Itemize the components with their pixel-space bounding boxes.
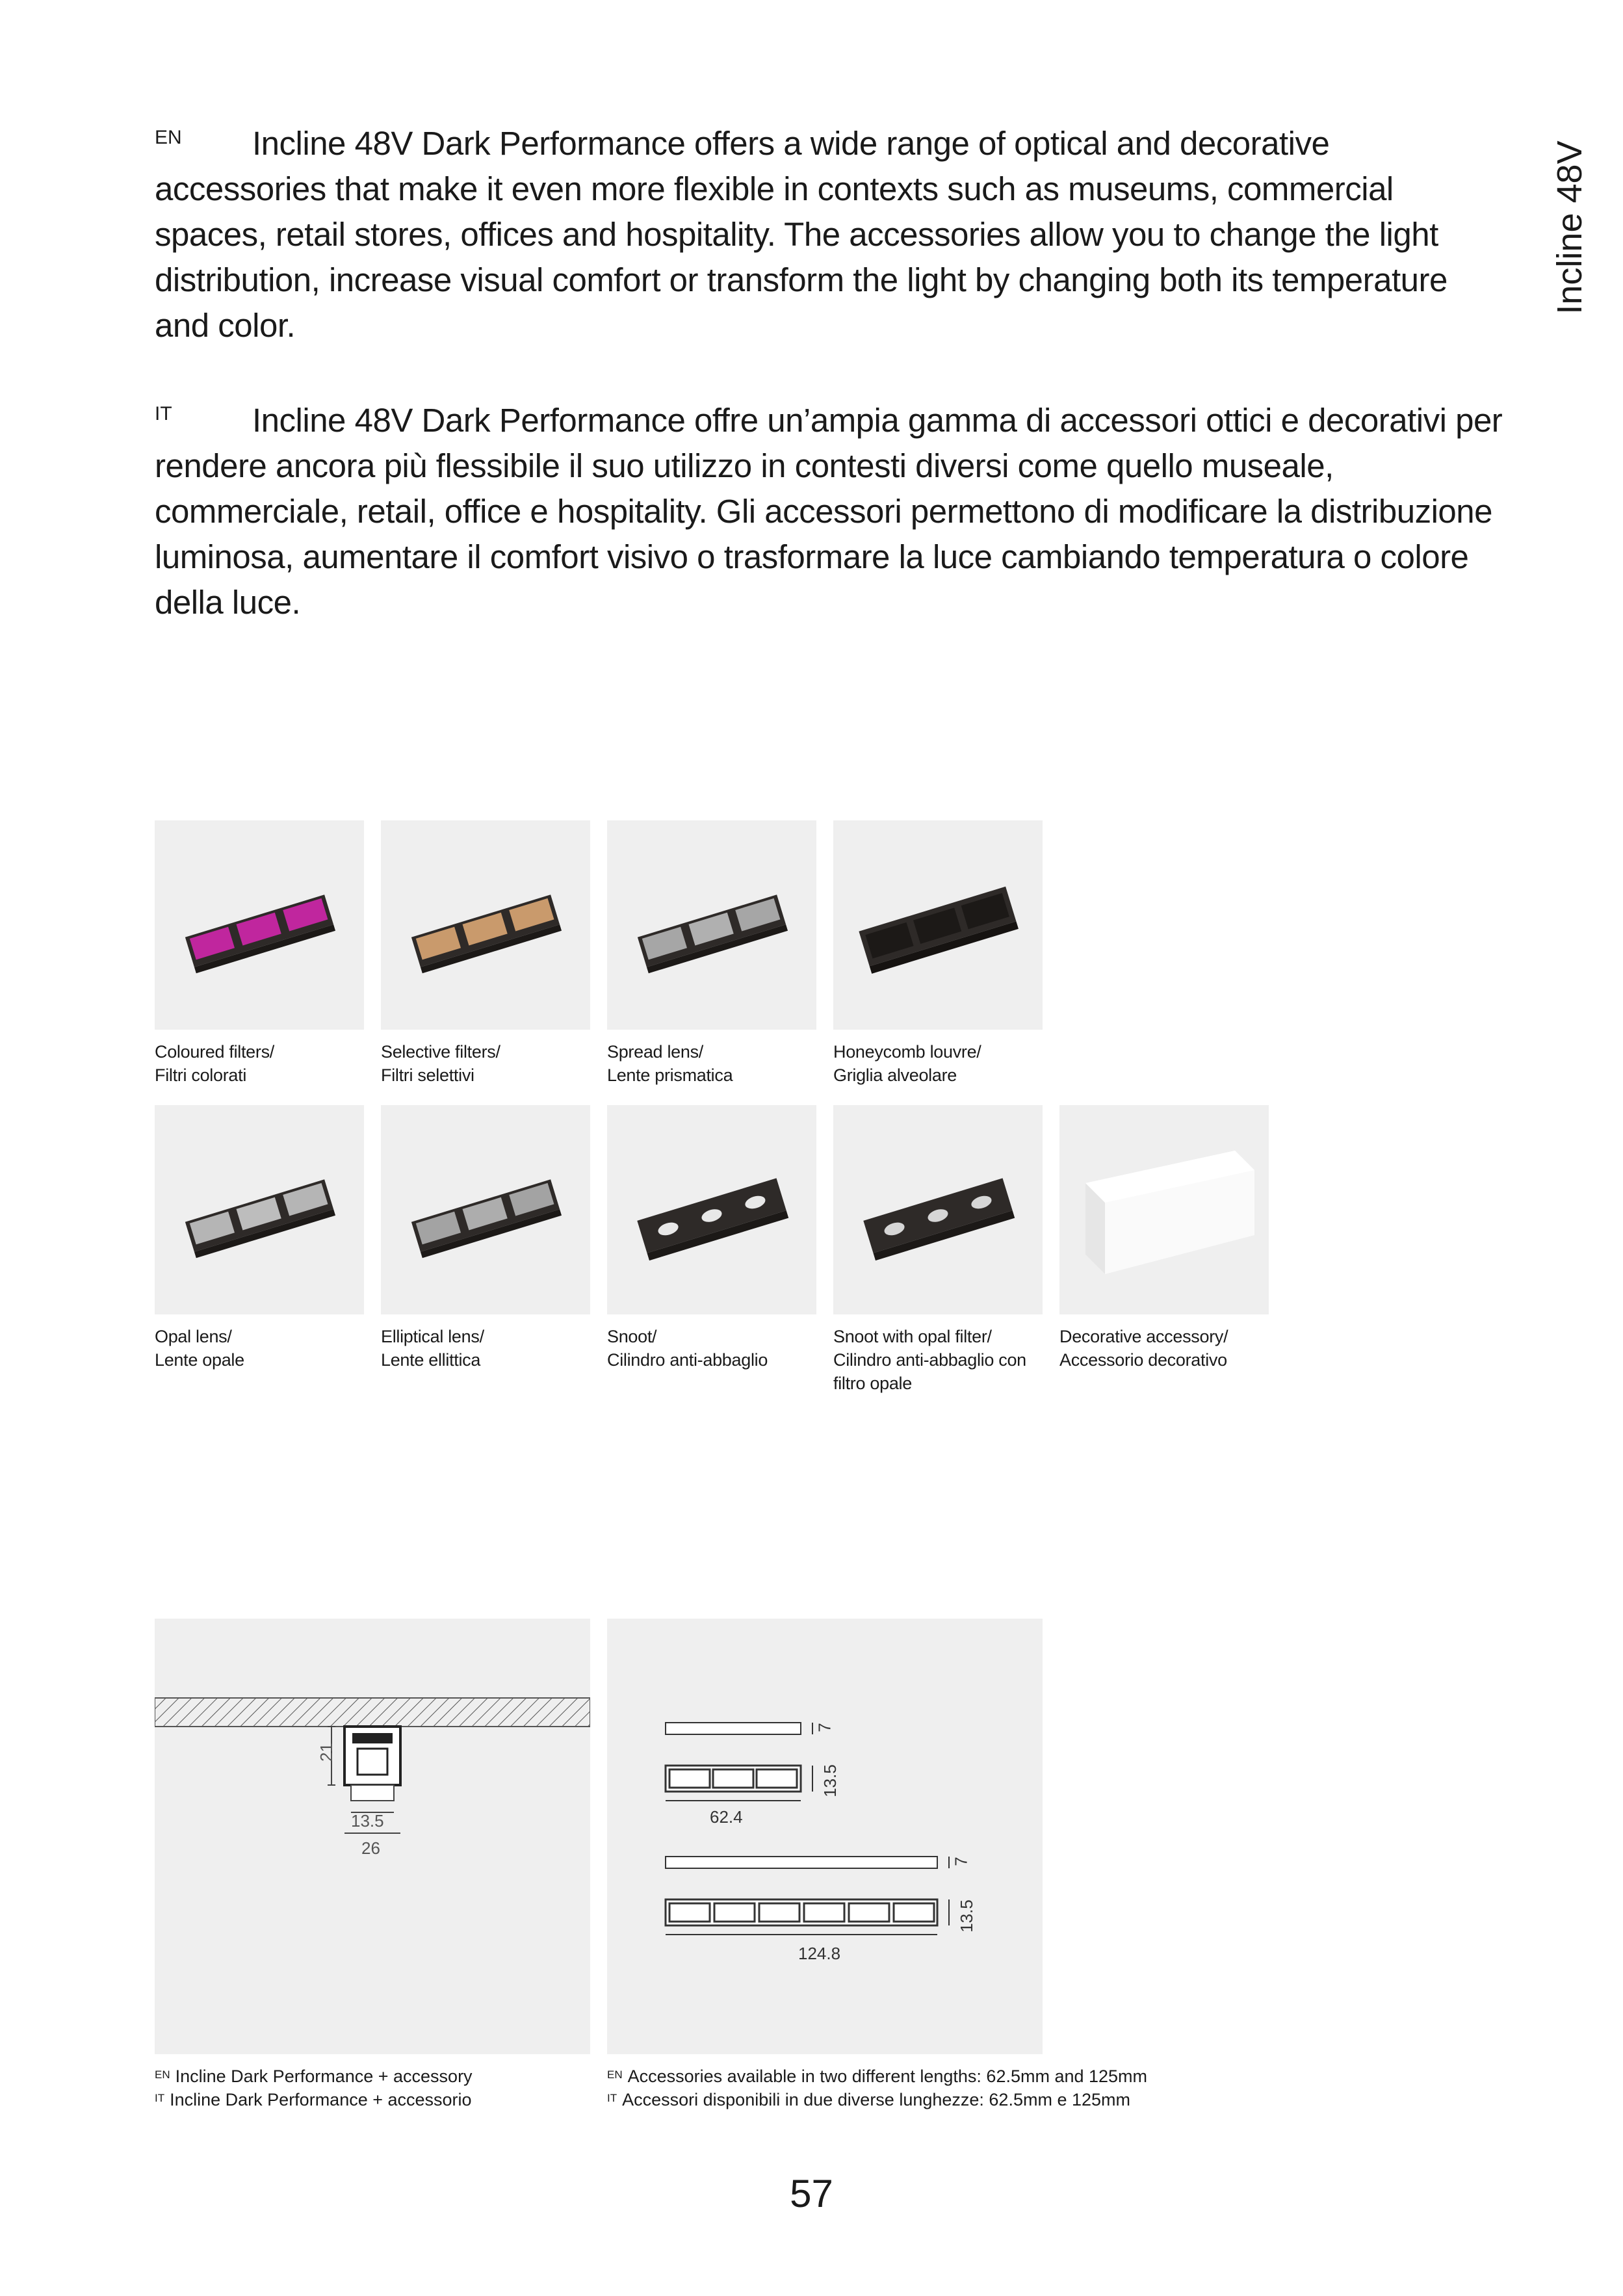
caption-en: Snoot with opal filter/ [833,1327,992,1346]
note-text: Accessories available in two different lengths: 62.5mm and 125mm [627,2067,1148,2086]
lang-tag-it: IT [155,403,172,424]
opal-lens-image [155,1105,364,1314]
note-tag: EN [607,2068,623,2081]
intro-paragraph-it [155,398,1507,625]
lang-tag-en: EN [155,127,182,148]
caption-selective-filters [381,1040,602,1087]
page-number: 57 [790,2172,833,2215]
caption-snoot-opal [833,1325,1054,1395]
caption-snoot [607,1325,828,1372]
dim-long-thickness: 7 [951,1857,971,1866]
section-note-it [155,2088,472,2111]
caption-elliptical-lens [381,1325,602,1372]
dim-long-length: 124.8 [798,1944,841,1963]
note-text: Incline Dark Performance + accessory [175,2067,473,2086]
dim-outer-width: 26 [361,1838,380,1858]
lengths-note-en [607,2065,1147,2088]
note-tag: EN [155,2068,170,2081]
caption-en: Snoot/ [607,1327,657,1346]
caption-decorative-accessory [1059,1325,1280,1372]
caption-honeycomb-louvre [833,1040,1054,1087]
caption-coloured-filters [155,1040,376,1087]
side-title [1534,130,1605,325]
elliptical-lens-image [381,1105,590,1314]
section-note-en [155,2065,473,2088]
section-drawing [155,1619,590,2054]
caption-it: Cilindro anti-abbaglio [607,1350,768,1370]
caption-it: Accessorio decorativo [1059,1350,1227,1370]
caption-spread-lens [607,1040,828,1087]
honeycomb-louvre-image [833,820,1043,1030]
selective-filters-image [381,820,590,1030]
caption-it: Filtri colorati [155,1065,247,1085]
caption-en: Decorative accessory/ [1059,1327,1228,1346]
note-text: Incline Dark Performance + accessorio [170,2090,472,2109]
caption-en: Honeycomb louvre/ [833,1042,981,1062]
side-title-text: Incline 48V [1550,140,1589,315]
caption-it: Cilindro anti-abbaglio con filtro opale [833,1350,1026,1393]
lengths-note-it [607,2088,1130,2111]
note-tag: IT [155,2092,165,2104]
dim-long-height: 13.5 [956,1899,976,1933]
caption-it: Lente ellittica [381,1350,481,1370]
intro-text-it: Incline 48V Dark Performance offre un’ampia gamma di accessori ottici e decorativi per rendere ancora più flessibile il suo utilizzo in contesti diversi come quello museale, commerciale, retail, office e hospitality. Gli accessori permettono di modificare la distribuzione luminosa, aumentare il comfort visivo o trasformare la luce cambiando temperatura o colore della luce. [155,402,1503,621]
dim-inner-width: 13.5 [351,1811,384,1831]
caption-en: Spread lens/ [607,1042,703,1062]
dim-height: 21 [316,1743,336,1762]
caption-opal-lens [155,1325,376,1372]
dim-short-length: 62.4 [710,1807,743,1827]
length-drawing [607,1619,1043,2054]
caption-en: Elliptical lens/ [381,1327,484,1346]
caption-it: Lente prismatica [607,1065,733,1085]
intro-text-en: Incline 48V Dark Performance offers a wide range of optical and decorative accessories that make it even more flexible in contexts such as museums, commercial spaces, retail stores, offices and hospitality. The accessories allow you to change the light distribution, increase visual comfort or transform the light by changing both its temperature and color. [155,125,1448,344]
intro-paragraph-en [155,121,1507,348]
caption-en: Selective filters/ [381,1042,500,1062]
caption-it: Filtri selettivi [381,1065,474,1085]
caption-it: Lente opale [155,1350,244,1370]
snoot-opal-image [833,1105,1043,1314]
coloured-filters-image [155,820,364,1030]
dim-short-thickness: 7 [814,1723,835,1732]
dim-short-height: 13.5 [820,1764,840,1797]
spread-lens-image [607,820,816,1030]
decorative-accessory-image [1059,1105,1269,1314]
caption-it: Griglia alveolare [833,1065,957,1085]
snoot-image [607,1105,816,1314]
note-text: Accessori disponibili in due diverse lunghezze: 62.5mm e 125mm [622,2090,1131,2109]
note-tag: IT [607,2092,617,2104]
caption-en: Opal lens/ [155,1327,232,1346]
caption-en: Coloured filters/ [155,1042,274,1062]
